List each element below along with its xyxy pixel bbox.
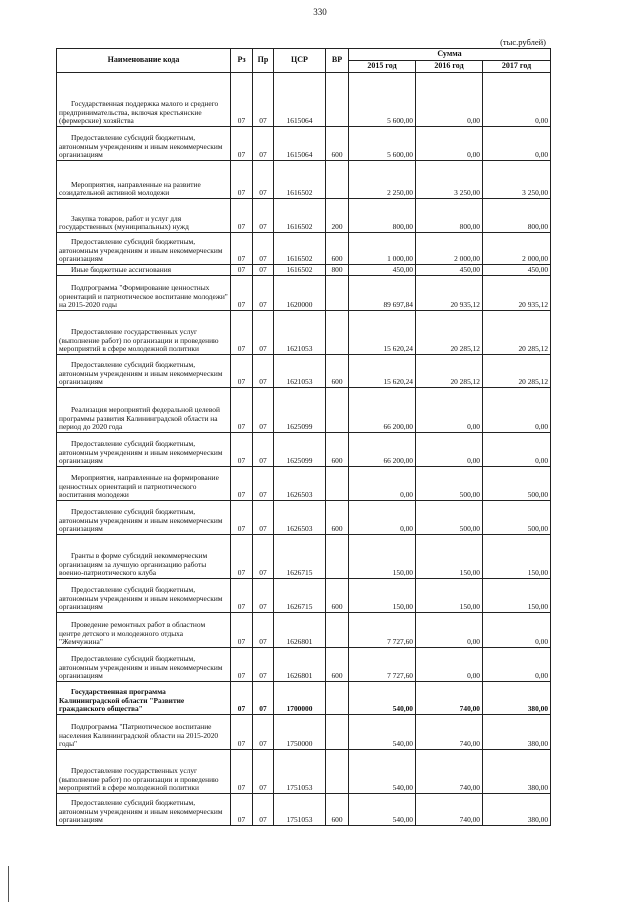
header-2016: 2016 год — [416, 61, 483, 73]
table-row — [57, 233, 551, 265]
cell-2015: 800,00 — [349, 199, 416, 233]
cell-csr: 1626715 — [274, 535, 326, 579]
table-row — [57, 535, 551, 579]
cell-pr: 07 — [253, 73, 274, 127]
table-row — [57, 682, 551, 715]
cell-csr: 1626801 — [274, 613, 326, 648]
cell-pr: 07 — [253, 535, 274, 579]
cell-rz: 07 — [231, 648, 253, 682]
cell-csr: 1615064 — [274, 127, 326, 161]
cell-rz: 07 — [231, 276, 253, 311]
table-row — [57, 127, 551, 161]
cell-csr: 1616502 — [274, 265, 326, 276]
cell-2015: 15 620,24 — [349, 311, 416, 355]
table-row — [57, 579, 551, 613]
cell-csr: 1620000 — [274, 276, 326, 311]
cell-name: Предоставление субсидий бюджетным, автономным учреждениям и иным некоммерческим организациям — [57, 501, 231, 535]
cell-2017: 0,00 — [483, 127, 551, 161]
cell-vr — [326, 388, 349, 433]
cell-csr: 1616502 — [274, 161, 326, 199]
cell-2016: 500,00 — [416, 467, 483, 501]
cell-2016: 20 285,12 — [416, 311, 483, 355]
cell-csr: 1625099 — [274, 388, 326, 433]
page-number: 330 — [313, 7, 327, 17]
cell-rz: 07 — [231, 265, 253, 276]
cell-2017: 0,00 — [483, 613, 551, 648]
cell-pr: 07 — [253, 715, 274, 750]
table-row — [57, 388, 551, 433]
cell-vr: 600 — [326, 433, 349, 467]
cell-vr — [326, 535, 349, 579]
cell-csr: 1615064 — [274, 73, 326, 127]
cell-pr: 07 — [253, 501, 274, 535]
cell-2016: 20 285,12 — [416, 355, 483, 388]
cell-name: Государственная поддержка малого и среднего предпринимательства, включая крестьянские (фермерские) хозяйства — [57, 73, 231, 127]
cell-pr: 07 — [253, 276, 274, 311]
cell-2015: 5 600,00 — [349, 73, 416, 127]
cell-rz: 07 — [231, 467, 253, 501]
cell-pr: 07 — [253, 233, 274, 265]
cell-2017: 0,00 — [483, 73, 551, 127]
cell-rz: 07 — [231, 433, 253, 467]
cell-pr: 07 — [253, 161, 274, 199]
cell-name: Иные бюджетные ассигнования — [57, 265, 231, 276]
cell-2016: 0,00 — [416, 127, 483, 161]
cell-rz: 07 — [231, 613, 253, 648]
cell-2015: 540,00 — [349, 750, 416, 794]
cell-2017: 380,00 — [483, 682, 551, 715]
cell-csr: 1626503 — [274, 467, 326, 501]
cell-rz: 07 — [231, 311, 253, 355]
cell-2015: 7 727,60 — [349, 648, 416, 682]
cell-csr: 1750000 — [274, 715, 326, 750]
cell-2015: 2 250,00 — [349, 161, 416, 199]
margin-mark — [8, 866, 9, 902]
cell-name: Предоставление субсидий бюджетным, автономным учреждениям и иным некоммерческим организациям — [57, 579, 231, 613]
cell-2015: 150,00 — [349, 579, 416, 613]
cell-vr: 600 — [326, 579, 349, 613]
cell-name: Предоставление государственных услуг (выполнение работ) по организации и проведению мероприятий в сфере молодежной политики — [57, 311, 231, 355]
cell-rz: 07 — [231, 682, 253, 715]
cell-pr: 07 — [253, 355, 274, 388]
cell-pr: 07 — [253, 682, 274, 715]
header-rz: Рз — [231, 49, 253, 73]
table-row — [57, 501, 551, 535]
header-csr: ЦСР — [274, 49, 326, 73]
cell-vr — [326, 467, 349, 501]
table-row — [57, 199, 551, 233]
cell-2015: 150,00 — [349, 535, 416, 579]
table-row — [57, 648, 551, 682]
cell-2017: 0,00 — [483, 648, 551, 682]
table-row — [57, 467, 551, 501]
cell-name: Подпрограмма "Патриотическое воспитание населения Калининградской области на 2015-2020 годы" — [57, 715, 231, 750]
cell-name: Проведение ремонтных работ в областном центре детского и молодежного отдыха "Жемчужина" — [57, 613, 231, 648]
cell-pr: 07 — [253, 265, 274, 276]
cell-2015: 89 697,84 — [349, 276, 416, 311]
cell-csr: 1621053 — [274, 355, 326, 388]
cell-2015: 0,00 — [349, 501, 416, 535]
cell-pr: 07 — [253, 127, 274, 161]
cell-pr: 07 — [253, 750, 274, 794]
budget-table — [56, 48, 551, 826]
header-2017: 2017 год — [483, 61, 551, 73]
cell-pr: 07 — [253, 794, 274, 826]
cell-2016: 150,00 — [416, 535, 483, 579]
cell-2017: 150,00 — [483, 579, 551, 613]
table-row — [57, 750, 551, 794]
table-body — [57, 73, 551, 826]
cell-vr — [326, 682, 349, 715]
cell-vr — [326, 715, 349, 750]
cell-csr: 1626503 — [274, 501, 326, 535]
table-header — [57, 49, 551, 73]
table-row — [57, 794, 551, 826]
cell-vr: 600 — [326, 794, 349, 826]
cell-2017: 20 285,12 — [483, 311, 551, 355]
cell-2016: 0,00 — [416, 388, 483, 433]
cell-name: Подпрограмма "Формирование ценностных ориентаций и патриотическое воспитание молодежи" на 2015-2020 годы — [57, 276, 231, 311]
cell-2015: 7 727,60 — [349, 613, 416, 648]
cell-name: Предоставление государственных услуг (выполнение работ) по организации и проведению мероприятий в сфере молодежной политики — [57, 750, 231, 794]
cell-vr: 600 — [326, 648, 349, 682]
cell-rz: 07 — [231, 750, 253, 794]
cell-vr — [326, 161, 349, 199]
cell-2017: 800,00 — [483, 199, 551, 233]
cell-2016: 150,00 — [416, 579, 483, 613]
cell-2016: 740,00 — [416, 750, 483, 794]
cell-2015: 0,00 — [349, 467, 416, 501]
cell-csr: 1621053 — [274, 311, 326, 355]
cell-rz: 07 — [231, 127, 253, 161]
cell-2016: 3 250,00 — [416, 161, 483, 199]
cell-name: Предоставление субсидий бюджетным, автономным учреждениям и иным некоммерческим организациям — [57, 794, 231, 826]
table-row — [57, 433, 551, 467]
cell-2015: 540,00 — [349, 794, 416, 826]
cell-vr — [326, 73, 349, 127]
cell-2017: 500,00 — [483, 467, 551, 501]
cell-name: Предоставление субсидий бюджетным, автономным учреждениям и иным некоммерческим организациям — [57, 355, 231, 388]
cell-2016: 500,00 — [416, 501, 483, 535]
cell-2015: 1 000,00 — [349, 233, 416, 265]
cell-csr: 1616502 — [274, 199, 326, 233]
cell-pr: 07 — [253, 388, 274, 433]
cell-name: Предоставление субсидий бюджетным, автономным учреждениям и иным некоммерческим организациям — [57, 127, 231, 161]
cell-2015: 66 200,00 — [349, 433, 416, 467]
cell-rz: 07 — [231, 73, 253, 127]
cell-pr: 07 — [253, 579, 274, 613]
cell-2016: 0,00 — [416, 433, 483, 467]
cell-rz: 07 — [231, 161, 253, 199]
cell-2017: 150,00 — [483, 535, 551, 579]
header-pr: Пр — [253, 49, 274, 73]
table-row — [57, 311, 551, 355]
cell-name: Предоставление субсидий бюджетным, автономным учреждениям и иным некоммерческим организациям — [57, 648, 231, 682]
cell-pr: 07 — [253, 613, 274, 648]
cell-name: Закупка товаров, работ и услуг для государственных (муниципальных) нужд — [57, 199, 231, 233]
cell-rz: 07 — [231, 355, 253, 388]
cell-csr: 1625099 — [274, 433, 326, 467]
cell-pr: 07 — [253, 433, 274, 467]
header-vr: ВР — [326, 49, 349, 73]
cell-2016: 0,00 — [416, 613, 483, 648]
cell-rz: 07 — [231, 388, 253, 433]
cell-csr: 1616502 — [274, 233, 326, 265]
cell-pr: 07 — [253, 311, 274, 355]
cell-2017: 20 935,12 — [483, 276, 551, 311]
cell-vr — [326, 750, 349, 794]
cell-csr: 1751053 — [274, 750, 326, 794]
cell-2015: 15 620,24 — [349, 355, 416, 388]
cell-2015: 540,00 — [349, 715, 416, 750]
header-sum: Сумма — [349, 49, 551, 61]
cell-csr: 1626715 — [274, 579, 326, 613]
cell-rz: 07 — [231, 199, 253, 233]
cell-vr: 600 — [326, 127, 349, 161]
cell-rz: 07 — [231, 715, 253, 750]
table-row — [57, 73, 551, 127]
table-row — [57, 265, 551, 276]
cell-2015: 5 600,00 — [349, 127, 416, 161]
table-row — [57, 276, 551, 311]
cell-rz: 07 — [231, 579, 253, 613]
cell-name: Мероприятия, направленные на формирование ценностных ориентаций и патриотического воспитания молодежи — [57, 467, 231, 501]
cell-2015: 540,00 — [349, 682, 416, 715]
cell-2015: 450,00 — [349, 265, 416, 276]
cell-2015: 66 200,00 — [349, 388, 416, 433]
cell-2017: 2 000,00 — [483, 233, 551, 265]
header-name: Наименование кода — [57, 49, 231, 73]
cell-2016: 740,00 — [416, 794, 483, 826]
cell-vr: 800 — [326, 265, 349, 276]
cell-2016: 0,00 — [416, 73, 483, 127]
cell-csr: 1700000 — [274, 682, 326, 715]
cell-name: Реализация мероприятий федеральной целевой программы развития Калининградской области на период до 2020 года — [57, 388, 231, 433]
cell-csr: 1626801 — [274, 648, 326, 682]
cell-2017: 380,00 — [483, 794, 551, 826]
cell-2016: 0,00 — [416, 648, 483, 682]
table-row — [57, 355, 551, 388]
header-2015: 2015 год — [349, 61, 416, 73]
cell-name: Мероприятия, направленные на развитие созидательной активной молодежи — [57, 161, 231, 199]
cell-vr: 600 — [326, 233, 349, 265]
cell-vr — [326, 276, 349, 311]
cell-2016: 20 935,12 — [416, 276, 483, 311]
cell-rz: 07 — [231, 233, 253, 265]
cell-2017: 0,00 — [483, 388, 551, 433]
cell-2017: 20 285,12 — [483, 355, 551, 388]
cell-2017: 380,00 — [483, 715, 551, 750]
units-label: (тыс.рублей) — [500, 37, 546, 47]
cell-rz: 07 — [231, 501, 253, 535]
cell-2016: 800,00 — [416, 199, 483, 233]
table-row — [57, 161, 551, 199]
cell-pr: 07 — [253, 199, 274, 233]
cell-2017: 500,00 — [483, 501, 551, 535]
cell-vr: 200 — [326, 199, 349, 233]
cell-2016: 740,00 — [416, 682, 483, 715]
cell-2016: 450,00 — [416, 265, 483, 276]
cell-name: Предоставление субсидий бюджетным, автономным учреждениям и иным некоммерческим организациям — [57, 233, 231, 265]
cell-vr: 600 — [326, 501, 349, 535]
cell-name: Гранты в форме субсидий некоммерческим организациям за лучшую организацию работы военно-патриотического клуба — [57, 535, 231, 579]
table-row — [57, 715, 551, 750]
cell-csr: 1751053 — [274, 794, 326, 826]
cell-vr — [326, 613, 349, 648]
cell-2017: 0,00 — [483, 433, 551, 467]
cell-2017: 450,00 — [483, 265, 551, 276]
cell-pr: 07 — [253, 648, 274, 682]
cell-2017: 380,00 — [483, 750, 551, 794]
cell-rz: 07 — [231, 535, 253, 579]
cell-rz: 07 — [231, 794, 253, 826]
cell-2016: 2 000,00 — [416, 233, 483, 265]
cell-pr: 07 — [253, 467, 274, 501]
cell-name: Предоставление субсидий бюджетным, автономным учреждениям и иным некоммерческим организациям — [57, 433, 231, 467]
cell-name: Государственная программа Калининградской области "Развитие гражданского общества" — [57, 682, 231, 715]
cell-vr — [326, 311, 349, 355]
table-row — [57, 613, 551, 648]
cell-2017: 3 250,00 — [483, 161, 551, 199]
cell-2016: 740,00 — [416, 715, 483, 750]
cell-vr: 600 — [326, 355, 349, 388]
